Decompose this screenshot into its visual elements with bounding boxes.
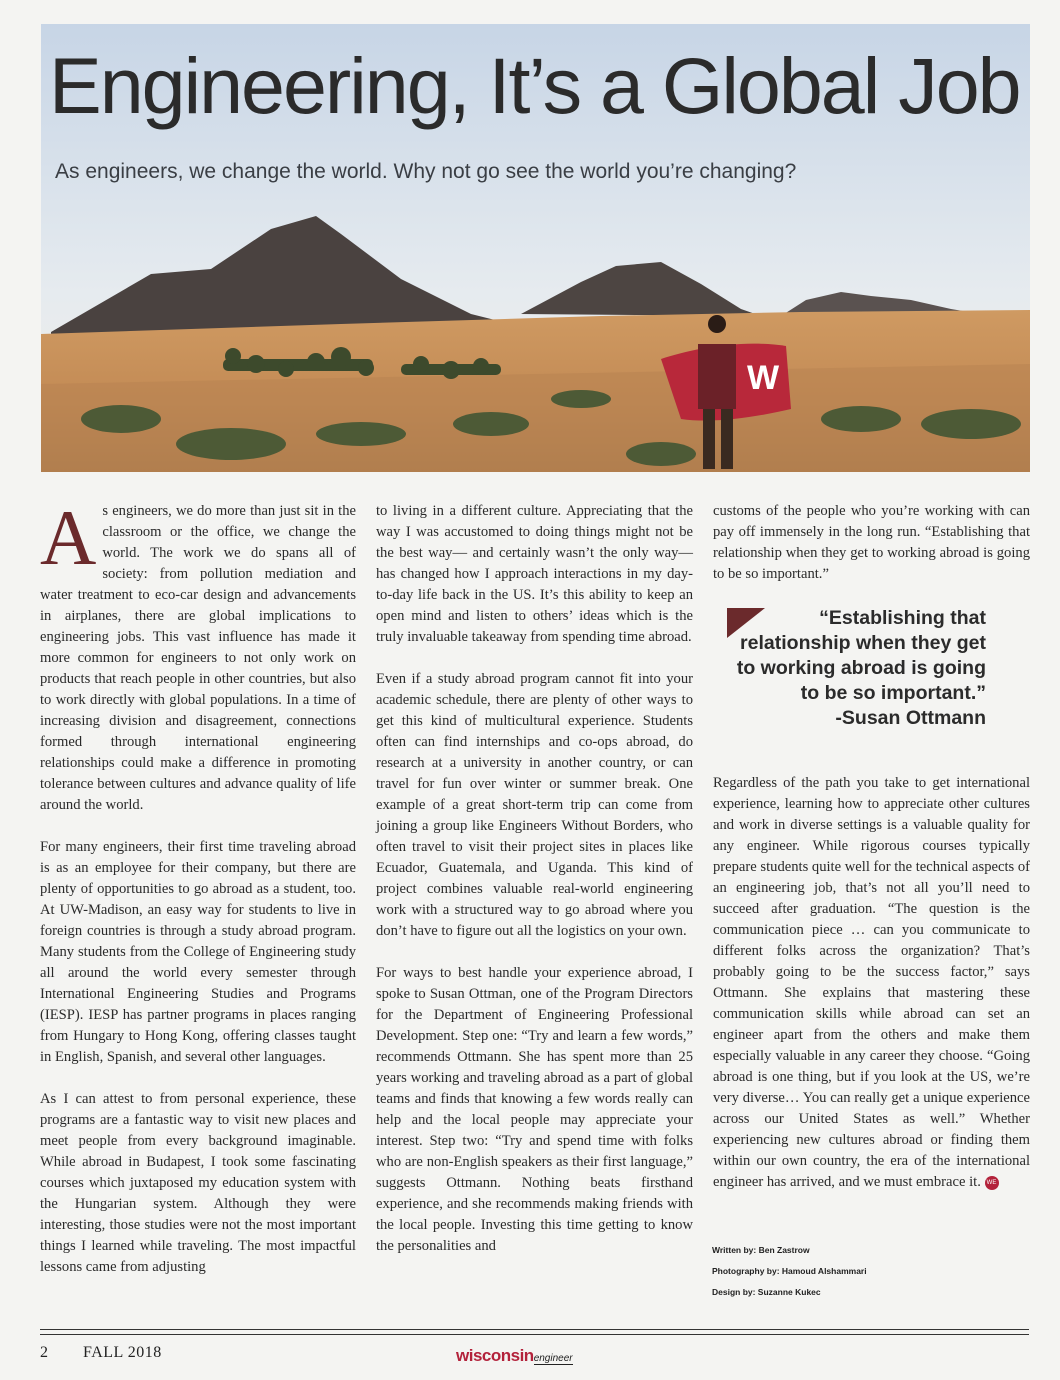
quote-mark-icon [727, 608, 765, 638]
logo-sub-text: engineer [533, 1353, 573, 1364]
paragraph-text: s engineers, we do more than just sit in the classroom or the office, we change the world. The work we do spans all of society: from pollution mediation and water treatment to eco-car design and advancements in airplanes, there are global implications to engineering jobs. This vast influence has made it more common for engineers to not only work on products that reach people in other countries, but also to work directly with global populations. In a time of increasing division and disagreement, connections formed through international engineering relationships could make a difference in promoting tolerance between cultures and advance quality of life around the world. [40, 503, 356, 813]
pull-quote [713, 606, 1030, 731]
designer-credit: Design by: Suzanne Kukec [712, 1287, 821, 1297]
article-paragraph [713, 773, 1030, 1193]
hero-photo [41, 24, 1030, 472]
article-paragraph [40, 494, 356, 816]
article-column-3 [713, 501, 1030, 1214]
article-paragraph: to living in a different culture. Appreciating that the way I was accustomed to doing things might not be the best way— and certainly wasn’t the only way— has changed how I approach interactions in my day-to-day life back in the US. It’s this ability to keep an open mind and listen to others’ ideas which is the truly invaluable takeaway from spending time abroad. [376, 503, 693, 645]
issue-label: FALL 2018 [83, 1344, 162, 1361]
flag-w-logo: W [747, 359, 780, 397]
photographer-credit: Photography by: Hamoud Alshammari [712, 1266, 867, 1276]
article-subtitle: As engineers, we change the world. Why not go see the world you’re changing? [55, 160, 797, 183]
writer-credit: Written by: Ben Zastrow [712, 1245, 810, 1255]
pull-quote-text: “Establishing that relationship when they get to working abroad is going to be so important.” [736, 607, 986, 704]
magazine-logo [456, 1346, 573, 1370]
article-paragraph: As I can attest to from personal experience, these programs are a fantastic way to visit new places and meet people from every background imaginable. While abroad in Budapest, I took some fascinating courses which juxtaposed my education system with the Hungarian system. Although they were interesting, those studies were not the most important things I learned while traveling. The most impactful lessons came from adjusting [40, 1091, 356, 1275]
article-credits [712, 1240, 867, 1303]
footer-divider [40, 1329, 1029, 1330]
pull-quote-attribution: -Susan Ottmann [835, 707, 986, 729]
footer-divider [40, 1334, 1029, 1335]
logo-main-text: wisconsin [456, 1346, 534, 1365]
paragraph-text: Regardless of the path you take to get international experience, learning how to appreciate other cultures and work in diverse settings is a valuable quality for any engineer. While rigorous courses typically prepare students quite well for the technical aspects of an engineering job, that’s not all you’ll need to succeed after graduation. “The question is the communication piece … can you communicate to different folks across the organization? That’s probably going to be the success factor,” says Ottmann. She explains that mastering these communication skills while abroad can set an engineer apart from the others and make them especially valuable in any career they choose. “Going abroad is one thing, but if you look at the US, we’re very diverse… You can really get a unique experience across our United States as well.” Whether experiencing new cultures abroad or finding them within our own country, the era of the international engineer has arrived, and we must embrace it. [713, 775, 1030, 1190]
drop-cap: A [40, 494, 97, 581]
article-column-1 [40, 494, 356, 1299]
article-column-2 [376, 501, 693, 1278]
article-paragraph: Even if a study abroad program cannot fit into your academic schedule, there are plenty of other ways to get this kind of multicultural experience. Students often can find internships and co-ops abroad, do research at a university in another country, or can travel for fun over winter or summer break. One example of a great short-term trip can come from joining a group like Engineers Without Borders, who often travel to visit their project sites in places like Ecuador, Guatemala, and Uganda. This kind of project combines valuable real-world engineering work with a structured way to go abroad where you don’t have to figure out all the logistics on your own. [376, 671, 693, 939]
page-number: 2 [40, 1344, 48, 1361]
article-title: Engineering, It’s a Global Job [49, 41, 1020, 130]
article-paragraph: For ways to best handle your experience abroad, I spoke to Susan Ottman, one of the Program Directors for the Department of Engineering Professional Development. Step one: “Try and learn a few words,” recommends Ottmann. She has spent more than 25 years working and traveling abroad as a part of global teams and finds that knowing a few words really can help and the local people may appreciate your interest. Step two: “Try and spend time with folks who are non-English speakers as their first language,” suggests Ottmann. Nothing beats firsthand experience, and she recommends making friends with the local people. Investing this time getting to know the personalities and [376, 965, 693, 1254]
article-paragraph: customs of the people who you’re working with can pay off immensely in the long run. “Establishing that relationship when they get to working abroad is going to be so important.” [713, 503, 1030, 582]
end-mark-icon: WE [985, 1176, 999, 1190]
article-paragraph: For many engineers, their first time traveling abroad is as an employee for their company, but there are plenty of opportunities to go abroad as a student, too. At UW-Madison, an easy way for students to live in foreign countries is through a study abroad program. Many students from the College of Engineering study all around the world every semester through International Engineering Studies and Programs (IESP). IESP has partner programs in places ranging from Hungary to Hong Kong, offering classes taught in English, Spanish, and several other languages. [40, 839, 356, 1065]
